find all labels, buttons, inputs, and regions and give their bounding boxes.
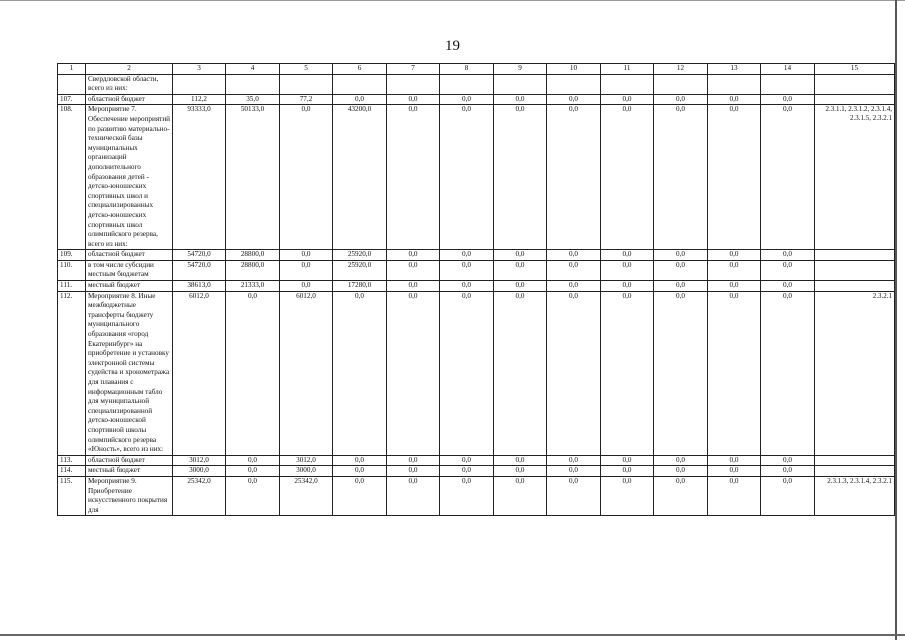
amount-cell: 0,0 [440,94,494,105]
column-number: 2 [86,64,173,75]
amount-cell: 0,0 [280,260,333,280]
amount-cell: 0,0 [708,105,761,250]
amount-cell: 0,0 [654,466,708,477]
amount-cell: 0,0 [761,260,815,280]
column-number: 11 [601,64,654,75]
amount-cell: 3000,0 [173,466,226,477]
amount-cell: 0,0 [708,94,761,105]
amount-cell: 0,0 [547,476,601,515]
amount-cell: 0,0 [494,455,547,466]
column-number: 3 [173,64,226,75]
amount-cell: 0,0 [654,455,708,466]
amount-cell: 0,0 [547,94,601,105]
amount-cell: 0,0 [654,260,708,280]
amount-cell: 0,0 [387,291,440,455]
amount-cell: 35,0 [226,94,280,105]
column-number: 13 [708,64,761,75]
amount-cell [173,74,226,94]
table-row [58,281,895,292]
amount-cell [440,74,494,94]
amount-cell: 0,0 [708,260,761,280]
amount-cell: 0,0 [601,466,654,477]
row-number: 111. [58,281,86,292]
table-row [58,466,895,477]
amount-cell: 0,0 [708,476,761,515]
amount-cell: 0,0 [601,250,654,261]
amount-cell: 0,0 [761,250,815,261]
amount-cell: 0,0 [654,105,708,250]
amount-cell: 0,0 [440,476,494,515]
amount-cell: 0,0 [654,476,708,515]
amount-cell: 0,0 [547,291,601,455]
amount-cell: 0,0 [761,476,815,515]
amount-cell: 0,0 [547,260,601,280]
amount-cell: 25342,0 [280,476,333,515]
target-reference [815,260,895,280]
amount-cell [761,74,815,94]
table-row [58,250,895,261]
amount-cell: 0,0 [601,455,654,466]
amount-cell: 0,0 [708,291,761,455]
row-number: 112. [58,291,86,455]
target-reference: 2.3.1.3, 2.3.1.4, 2.3.2.1 [815,476,895,515]
amount-cell: 0,0 [387,260,440,280]
column-number: 9 [494,64,547,75]
amount-cell: 0,0 [226,466,280,477]
amount-cell: 0,0 [494,94,547,105]
amount-cell: 0,0 [601,260,654,280]
amount-cell: 0,0 [387,476,440,515]
amount-cell: 0,0 [440,281,494,292]
row-description: Мероприятие 8. Иные межбюджетные трансферты бюджету муниципального образования «город Екатеринбург» на приобретение и установку электронной системы судейства и хронометража для плавания с информационным табло для муниципальной специализированной детско-юношеской спортивной школы олимпийского резерва «Юность», всего из них: [86,291,173,455]
amount-cell [226,74,280,94]
row-description: областной бюджет [86,94,173,105]
table-row [58,291,895,455]
amount-cell: 0,0 [547,455,601,466]
amount-cell: 0,0 [601,281,654,292]
amount-cell: 0,0 [387,250,440,261]
amount-cell: 50133,0 [226,105,280,250]
amount-cell: 0,0 [494,466,547,477]
amount-cell: 0,0 [280,250,333,261]
amount-cell: 0,0 [387,94,440,105]
amount-cell: 0,0 [601,291,654,455]
row-description: Мероприятие 7. Обеспечение мероприятий по развитию материально-технической базы муниципальных организаций дополнительного образования детей - детско-юношеских спортивных школ и специализированных детско-юношеских спортивных школ олимпийского резерва, всего из них: [86,105,173,250]
amount-cell: 0,0 [761,105,815,250]
amount-cell: 0,0 [494,260,547,280]
amount-cell: 0,0 [601,105,654,250]
amount-cell [387,74,440,94]
row-number: 113. [58,455,86,466]
row-number: 108. [58,105,86,250]
row-number [58,74,86,94]
row-description: в том числе субсидии местным бюджетам [86,260,173,280]
column-number: 14 [761,64,815,75]
amount-cell: 0,0 [761,466,815,477]
amount-cell: 0,0 [708,281,761,292]
amount-cell [654,74,708,94]
amount-cell: 0,0 [387,281,440,292]
amount-cell: 0,0 [440,250,494,261]
amount-cell: 0,0 [387,455,440,466]
amount-cell: 25342,0 [173,476,226,515]
amount-cell: 28800,0 [226,250,280,261]
amount-cell: 0,0 [387,466,440,477]
row-number: 109. [58,250,86,261]
amount-cell: 0,0 [654,291,708,455]
budget-table [57,63,895,516]
amount-cell: 38613,0 [173,281,226,292]
amount-cell [601,74,654,94]
amount-cell: 0,0 [761,94,815,105]
amount-cell [547,74,601,94]
target-reference [815,455,895,466]
column-number-row [58,64,895,75]
column-number: 10 [547,64,601,75]
amount-cell: 0,0 [280,281,333,292]
target-reference: 2.3.2.1 [815,291,895,455]
amount-cell: 0,0 [494,291,547,455]
amount-cell [333,74,387,94]
amount-cell: 25920,0 [333,260,387,280]
row-description: областной бюджет [86,455,173,466]
amount-cell: 0,0 [654,281,708,292]
amount-cell: 0,0 [601,94,654,105]
amount-cell: 77,2 [280,94,333,105]
table-row [58,260,895,280]
row-description: местный бюджет [86,466,173,477]
column-number: 6 [333,64,387,75]
amount-cell: 43200,0 [333,105,387,250]
row-number: 114. [58,466,86,477]
target-reference [815,466,895,477]
row-description: Свердловской области, всего из них: [86,74,173,94]
amount-cell: 0,0 [440,260,494,280]
amount-cell: 0,0 [761,281,815,292]
amount-cell: 0,0 [226,476,280,515]
amount-cell: 0,0 [494,250,547,261]
amount-cell: 0,0 [654,94,708,105]
amount-cell: 0,0 [333,94,387,105]
amount-cell: 112,2 [173,94,226,105]
page-number: 19 [445,38,460,54]
amount-cell: 0,0 [440,291,494,455]
amount-cell: 0,0 [708,466,761,477]
amount-cell: 0,0 [440,455,494,466]
amount-cell: 0,0 [494,476,547,515]
amount-cell [708,74,761,94]
amount-cell: 6012,0 [173,291,226,455]
row-number: 107. [58,94,86,105]
amount-cell: 0,0 [708,250,761,261]
amount-cell: 54720,0 [173,260,226,280]
amount-cell: 0,0 [440,466,494,477]
column-number: 12 [654,64,708,75]
column-number: 15 [815,64,895,75]
column-number: 4 [226,64,280,75]
amount-cell: 0,0 [547,250,601,261]
amount-cell: 0,0 [547,105,601,250]
amount-cell: 0,0 [547,281,601,292]
amount-cell: 0,0 [761,455,815,466]
amount-cell: 0,0 [226,455,280,466]
amount-cell: 0,0 [761,291,815,455]
amount-cell: 17280,0 [333,281,387,292]
amount-cell: 3012,0 [173,455,226,466]
amount-cell: 0,0 [654,250,708,261]
amount-cell [280,74,333,94]
scan-bottom-edge [0,634,905,636]
amount-cell: 0,0 [708,455,761,466]
amount-cell: 93333,0 [173,105,226,250]
amount-cell: 0,0 [333,476,387,515]
table-row [58,105,895,250]
table-row [58,74,895,94]
amount-cell: 0,0 [547,466,601,477]
amount-cell: 0,0 [387,105,440,250]
column-number: 8 [440,64,494,75]
scan-top-edge [0,0,905,1]
amount-cell: 0,0 [333,291,387,455]
row-number: 115. [58,476,86,515]
amount-cell: 0,0 [280,105,333,250]
amount-cell: 3012,0 [280,455,333,466]
amount-cell: 28800,0 [226,260,280,280]
row-number: 110. [58,260,86,280]
table-row [58,476,895,515]
amount-cell: 0,0 [226,291,280,455]
amount-cell [494,74,547,94]
target-reference: 2.3.1.1, 2.3.1.2, 2.3.1.4, 2.3.1.5, 2.3.2.1 [815,105,895,250]
table-row [58,94,895,105]
row-description: Мероприятие 9. Приобретение искусственного покрытия для [86,476,173,515]
column-number: 5 [280,64,333,75]
target-reference [815,250,895,261]
row-description: местный бюджет [86,281,173,292]
amount-cell: 0,0 [494,281,547,292]
amount-cell: 0,0 [601,476,654,515]
amount-cell: 54720,0 [173,250,226,261]
amount-cell: 0,0 [333,466,387,477]
column-number: 1 [58,64,86,75]
amount-cell: 25920,0 [333,250,387,261]
target-reference [815,281,895,292]
target-reference [815,74,895,94]
amount-cell: 0,0 [494,105,547,250]
table-row [58,455,895,466]
row-description: областной бюджет [86,250,173,261]
amount-cell: 6012,0 [280,291,333,455]
column-number: 7 [387,64,440,75]
amount-cell: 3000,0 [280,466,333,477]
amount-cell: 21333,0 [226,281,280,292]
target-reference [815,94,895,105]
scan-right-edge [895,0,897,640]
amount-cell: 0,0 [440,105,494,250]
amount-cell: 0,0 [333,455,387,466]
